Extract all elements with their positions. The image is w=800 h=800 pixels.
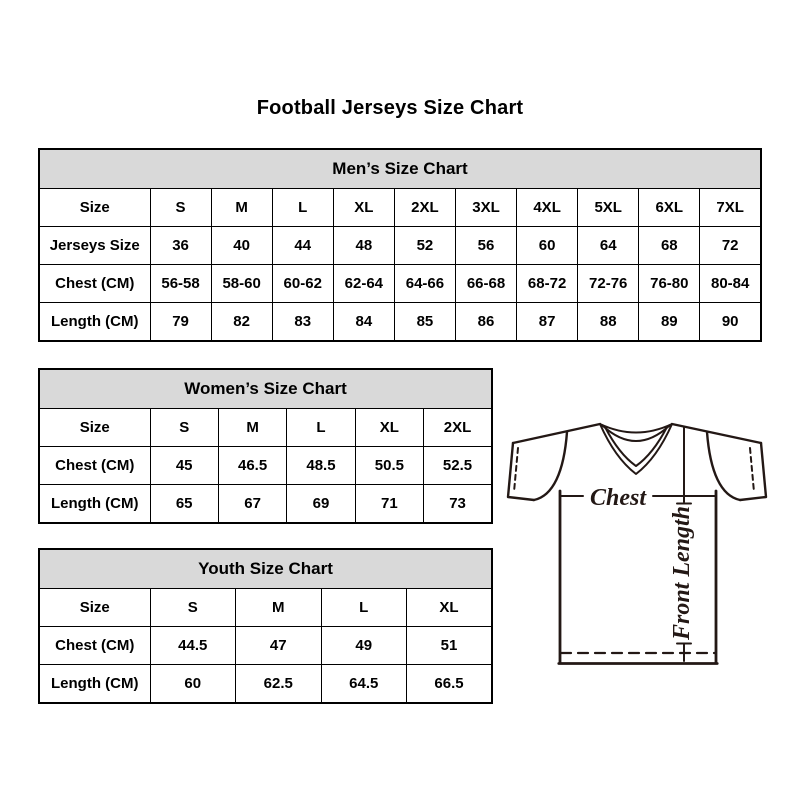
row-label-cell: Length (CM)	[39, 665, 150, 704]
value-cell: 4XL	[517, 189, 578, 227]
value-cell: 71	[355, 485, 423, 524]
value-cell: 69	[287, 485, 355, 524]
value-cell: 3XL	[455, 189, 516, 227]
value-cell: 72-76	[578, 265, 639, 303]
value-cell: 64	[578, 227, 639, 265]
value-cell: 85	[394, 303, 455, 342]
value-cell: S	[150, 589, 236, 627]
row-label-cell: Size	[39, 189, 150, 227]
mens-table-title: Men’s Size Chart	[39, 149, 761, 189]
value-cell: S	[150, 189, 211, 227]
value-cell: 48	[333, 227, 394, 265]
mens-size-chart-table	[38, 148, 762, 342]
value-cell: M	[236, 589, 322, 627]
value-cell: 5XL	[578, 189, 639, 227]
value-cell: 83	[272, 303, 333, 342]
value-cell: 40	[211, 227, 272, 265]
value-cell: 51	[407, 627, 493, 665]
table-row	[39, 265, 761, 303]
womens-table-header	[39, 369, 492, 409]
value-cell: 7XL	[700, 189, 761, 227]
value-cell: 84	[333, 303, 394, 342]
value-cell: 64.5	[321, 665, 407, 704]
value-cell: 62-64	[333, 265, 394, 303]
youth-table-header	[39, 549, 492, 589]
value-cell: 64-66	[394, 265, 455, 303]
value-cell: 88	[578, 303, 639, 342]
value-cell: 76-80	[639, 265, 700, 303]
womens-size-chart-table	[38, 368, 493, 524]
value-cell: XL	[355, 409, 423, 447]
value-cell: S	[150, 409, 218, 447]
mens-table-header	[39, 149, 761, 189]
value-cell: 60-62	[272, 265, 333, 303]
table-row	[39, 447, 492, 485]
row-label-cell: Size	[39, 409, 150, 447]
table-row	[39, 589, 492, 627]
row-label-cell: Length (CM)	[39, 485, 150, 524]
value-cell: 52	[394, 227, 455, 265]
jersey-measurement-diagram	[495, 411, 780, 673]
youth-size-chart-table	[38, 548, 493, 704]
value-cell: 60	[150, 665, 236, 704]
value-cell: 44	[272, 227, 333, 265]
womens-table-title: Women’s Size Chart	[39, 369, 492, 409]
row-label-cell: Chest (CM)	[39, 265, 150, 303]
value-cell: 56-58	[150, 265, 211, 303]
value-cell: 47	[236, 627, 322, 665]
youth-table-title: Youth Size Chart	[39, 549, 492, 589]
table-row	[39, 189, 761, 227]
value-cell: 89	[639, 303, 700, 342]
value-cell: 65	[150, 485, 218, 524]
value-cell: M	[211, 189, 272, 227]
value-cell: 36	[150, 227, 211, 265]
value-cell: 82	[211, 303, 272, 342]
value-cell: 72	[700, 227, 761, 265]
front-length-label: Front Length	[669, 505, 695, 641]
value-cell: 49	[321, 627, 407, 665]
value-cell: 48.5	[287, 447, 355, 485]
value-cell: 60	[517, 227, 578, 265]
page-title: Football Jerseys Size Chart	[256, 97, 524, 119]
value-cell: 90	[700, 303, 761, 342]
value-cell: 58-60	[211, 265, 272, 303]
value-cell: XL	[333, 189, 394, 227]
value-cell: 66.5	[407, 665, 493, 704]
row-label-cell: Chest (CM)	[39, 627, 150, 665]
value-cell: 6XL	[639, 189, 700, 227]
jersey-collar	[600, 424, 672, 474]
value-cell: 62.5	[236, 665, 322, 704]
value-cell: 50.5	[355, 447, 423, 485]
table-row	[39, 227, 761, 265]
value-cell: 80-84	[700, 265, 761, 303]
table-row	[39, 665, 492, 704]
value-cell: 86	[455, 303, 516, 342]
value-cell: 68-72	[517, 265, 578, 303]
value-cell: 79	[150, 303, 211, 342]
table-row	[39, 627, 492, 665]
table-title-row	[39, 549, 492, 589]
value-cell: 73	[424, 485, 492, 524]
chest-label: Chest	[589, 485, 647, 511]
value-cell: 56	[455, 227, 516, 265]
value-cell: 52.5	[424, 447, 492, 485]
value-cell: 68	[639, 227, 700, 265]
value-cell: XL	[407, 589, 493, 627]
value-cell: 2XL	[424, 409, 492, 447]
table-row	[39, 303, 761, 342]
row-label-cell: Size	[39, 589, 150, 627]
row-label-cell: Jerseys Size	[39, 227, 150, 265]
table-title-row	[39, 369, 492, 409]
row-label-cell: Length (CM)	[39, 303, 150, 342]
value-cell: L	[272, 189, 333, 227]
table-row	[39, 409, 492, 447]
value-cell: 87	[517, 303, 578, 342]
value-cell: 67	[218, 485, 286, 524]
value-cell: 46.5	[218, 447, 286, 485]
value-cell: L	[321, 589, 407, 627]
value-cell: 66-68	[455, 265, 516, 303]
value-cell: M	[218, 409, 286, 447]
value-cell: 44.5	[150, 627, 236, 665]
table-row	[39, 485, 492, 524]
value-cell: 2XL	[394, 189, 455, 227]
row-label-cell: Chest (CM)	[39, 447, 150, 485]
value-cell: L	[287, 409, 355, 447]
value-cell: 45	[150, 447, 218, 485]
table-title-row	[39, 149, 761, 189]
